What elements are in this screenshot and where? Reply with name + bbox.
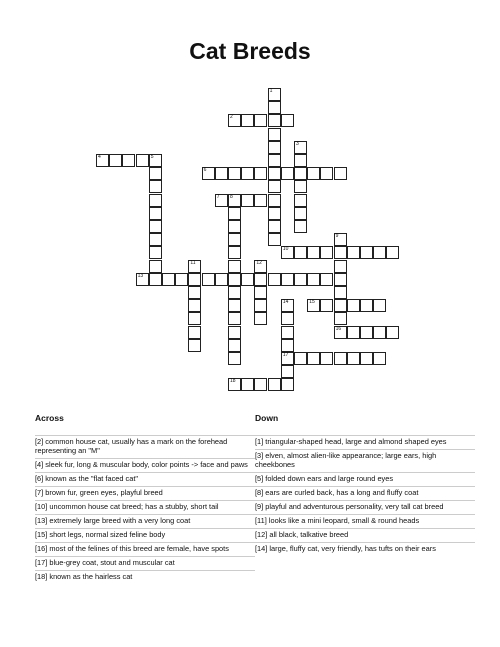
grid-cell[interactable]: [188, 260, 201, 273]
grid-cell[interactable]: [268, 128, 281, 141]
grid-cell[interactable]: [149, 180, 162, 193]
grid-cell[interactable]: [347, 299, 360, 312]
clue-item: [255, 449, 475, 472]
grid-cell[interactable]: [254, 286, 267, 299]
grid-cell[interactable]: [294, 194, 307, 207]
grid-clue-number: 12: [256, 259, 262, 266]
grid-clue-number: 4: [98, 154, 101, 160]
grid-cell[interactable]: [294, 180, 307, 193]
grid-clue-number: 10: [282, 246, 289, 253]
clue-item: [255, 528, 475, 542]
grid-cell[interactable]: [334, 312, 347, 325]
grid-cell[interactable]: [281, 365, 294, 378]
grid-cell[interactable]: [188, 339, 201, 352]
clue-number: [1]: [255, 437, 264, 446]
grid-cell[interactable]: [268, 141, 281, 154]
clue-text: short legs, normal sized feline body: [47, 530, 166, 539]
grid-clue-number: 3: [296, 140, 299, 147]
grid-cell[interactable]: [136, 154, 149, 167]
clue-item: [35, 528, 255, 542]
grid-cell[interactable]: [307, 352, 320, 365]
clue-text: known as the hairless cat: [47, 572, 133, 581]
grid-cell[interactable]: [254, 167, 267, 180]
grid-cell[interactable]: [241, 114, 254, 127]
grid-clue-number: 14: [282, 299, 289, 306]
grid-cell[interactable]: [228, 286, 241, 299]
clue-item: [35, 570, 255, 584]
grid-cell[interactable]: [241, 273, 254, 286]
clue-text: blue-grey coat, stout and muscular cat: [47, 558, 175, 567]
grid-cell[interactable]: [268, 180, 281, 193]
grid-cell[interactable]: [241, 167, 254, 180]
grid-cell[interactable]: [373, 299, 386, 312]
grid-cell[interactable]: [281, 273, 294, 286]
grid-cell[interactable]: [334, 273, 347, 286]
clue-item: [35, 472, 255, 486]
grid-cell[interactable]: [268, 88, 281, 101]
clue-text: sleek fur, long & muscular body, color points -> face and paws: [43, 460, 248, 469]
grid-cell[interactable]: [334, 246, 347, 259]
grid-cell[interactable]: [281, 352, 294, 365]
clue-text: ears are curled back, has a long and fluffy coat: [263, 488, 419, 497]
grid-cell[interactable]: [268, 273, 281, 286]
clue-number: [12]: [255, 530, 268, 539]
grid-cell[interactable]: [268, 101, 281, 114]
grid-cell[interactable]: [162, 273, 175, 286]
clue-text: brown fur, green eyes, playful breed: [43, 488, 163, 497]
grid-cell[interactable]: [149, 220, 162, 233]
clue-text: known as the "flat faced cat": [43, 474, 139, 483]
grid-cell[interactable]: [334, 167, 347, 180]
grid-cell[interactable]: [307, 167, 320, 180]
grid-cell[interactable]: [149, 154, 162, 167]
clue-item: [255, 486, 475, 500]
grid-cell[interactable]: [268, 207, 281, 220]
grid-cell[interactable]: [347, 326, 360, 339]
clue-item: [35, 435, 255, 458]
grid-cell[interactable]: [188, 286, 201, 299]
clue-text: most of the felines of this breed are female, have spots: [47, 544, 229, 553]
grid-clue-number: 13: [137, 272, 144, 279]
grid-cell[interactable]: [307, 273, 320, 286]
grid-cell[interactable]: [228, 167, 241, 180]
grid-cell[interactable]: [294, 352, 307, 365]
clue-text: all black, talkative breed: [267, 530, 349, 539]
clue-number: [5]: [255, 474, 264, 483]
grid-cell[interactable]: [294, 220, 307, 233]
grid-cell[interactable]: [281, 299, 294, 312]
clue-item: [255, 514, 475, 528]
clue-number: [13]: [35, 516, 48, 525]
grid-cell[interactable]: [149, 167, 162, 180]
grid-clue-number: 17: [282, 352, 289, 358]
grid-cell[interactable]: [149, 233, 162, 246]
clue-text: uncommon house cat breed; has a stubby, short tail: [47, 502, 219, 511]
grid-cell[interactable]: [254, 114, 267, 127]
grid-cell[interactable]: [268, 220, 281, 233]
clue-item: [35, 514, 255, 528]
grid-cell[interactable]: [281, 246, 294, 259]
grid-cell[interactable]: [373, 246, 386, 259]
grid-cell[interactable]: [175, 273, 188, 286]
grid-cell[interactable]: [96, 154, 109, 167]
grid-cell[interactable]: [241, 378, 254, 391]
grid-cell[interactable]: [215, 194, 228, 207]
grid-cell[interactable]: [334, 299, 347, 312]
grid-cell[interactable]: [228, 246, 241, 259]
grid-cell[interactable]: [254, 273, 267, 286]
grid-cell[interactable]: [294, 154, 307, 167]
grid-cell[interactable]: [241, 194, 254, 207]
grid-cell[interactable]: [386, 326, 399, 339]
grid-cell[interactable]: [347, 246, 360, 259]
grid-cell[interactable]: [228, 378, 241, 391]
grid-cell[interactable]: [320, 246, 333, 259]
grid-cell[interactable]: [373, 326, 386, 339]
grid-cell[interactable]: [228, 114, 241, 127]
grid-cell[interactable]: [281, 378, 294, 391]
grid-cell[interactable]: [281, 326, 294, 339]
clue-item: [255, 542, 475, 556]
clue-number: [15]: [35, 530, 48, 539]
grid-cell[interactable]: [268, 233, 281, 246]
grid-clue-number: 1: [269, 88, 273, 94]
clue-text: elven, almost alien-like appearance; large ears, high cheekbones: [255, 451, 437, 469]
grid-clue-number: 16: [335, 325, 342, 332]
grid-cell[interactable]: [202, 273, 215, 286]
grid-cell[interactable]: [307, 299, 320, 312]
grid-cell[interactable]: [281, 339, 294, 352]
grid-cell[interactable]: [360, 299, 373, 312]
clue-item: [35, 542, 255, 556]
grid-clue-number: 6: [203, 167, 207, 174]
clue-number: [4]: [35, 460, 44, 469]
grid-cell[interactable]: [294, 141, 307, 154]
grid-cell[interactable]: [228, 220, 241, 233]
clue-number: [9]: [255, 502, 264, 511]
clue-text: common house cat, usually has a mark on the forehead representing an "M": [35, 437, 228, 455]
clue-item: [255, 435, 475, 449]
grid-cell[interactable]: [228, 299, 241, 312]
grid-cell[interactable]: [347, 352, 360, 365]
clue-text: extremely large breed with a very long coat: [47, 516, 191, 525]
grid-cell[interactable]: [188, 312, 201, 325]
grid-cell[interactable]: [149, 194, 162, 207]
grid-cell[interactable]: [228, 352, 241, 365]
grid-cell[interactable]: [294, 273, 307, 286]
grid-cell[interactable]: [373, 352, 386, 365]
grid-cell[interactable]: [281, 114, 294, 127]
grid-cell[interactable]: [268, 114, 281, 127]
grid-cell[interactable]: [320, 167, 333, 180]
grid-cell[interactable]: [215, 167, 228, 180]
grid-clue-number: 18: [230, 378, 236, 385]
grid-clue-number: 2: [230, 114, 233, 121]
grid-cell[interactable]: [254, 378, 267, 391]
across-heading: Across: [35, 413, 64, 423]
grid-cell[interactable]: [149, 273, 162, 286]
grid-clue-number: 11: [190, 259, 196, 266]
grid-cell[interactable]: [360, 352, 373, 365]
grid-cell[interactable]: [334, 286, 347, 299]
grid-cell[interactable]: [268, 154, 281, 167]
clue-number: [7]: [35, 488, 44, 497]
grid-clue-number: 9: [335, 233, 339, 240]
grid-cell[interactable]: [122, 154, 135, 167]
grid-clue-number: 5: [150, 154, 154, 160]
grid-cell[interactable]: [334, 352, 347, 365]
grid-cell[interactable]: [149, 207, 162, 220]
grid-cell[interactable]: [228, 233, 241, 246]
grid-cell[interactable]: [228, 339, 241, 352]
grid-cell[interactable]: [202, 167, 215, 180]
grid-cell[interactable]: [254, 260, 267, 273]
grid-cell[interactable]: [254, 299, 267, 312]
grid-cell[interactable]: [281, 167, 294, 180]
clue-text: folded down ears and large round eyes: [263, 474, 394, 483]
clue-number: [10]: [35, 502, 48, 511]
grid-cell[interactable]: [360, 246, 373, 259]
grid-cell[interactable]: [228, 207, 241, 220]
clue-number: [6]: [35, 474, 44, 483]
grid-cell[interactable]: [320, 352, 333, 365]
grid-cell[interactable]: [136, 273, 149, 286]
grid-cell[interactable]: [334, 260, 347, 273]
grid-cell[interactable]: [109, 154, 122, 167]
clue-number: [3]: [255, 451, 264, 460]
grid-cell[interactable]: [149, 260, 162, 273]
clue-number: [2]: [35, 437, 44, 446]
grid-cell[interactable]: [334, 326, 347, 339]
clue-item: [255, 472, 475, 486]
clue-number: [8]: [255, 488, 264, 497]
grid-cell[interactable]: [268, 167, 281, 180]
clue-text: playful and adventurous personality, very tall cat breed: [263, 502, 444, 511]
across-clues: [35, 413, 255, 584]
grid-cell[interactable]: [268, 194, 281, 207]
clue-number: [14]: [255, 544, 268, 553]
grid-cell[interactable]: [294, 207, 307, 220]
grid-cell[interactable]: [386, 246, 399, 259]
clue-item: [35, 500, 255, 514]
down-heading: Down: [255, 413, 279, 423]
clue-item: [35, 556, 255, 570]
grid-cell[interactable]: [228, 194, 241, 207]
clue-text: large, fluffy cat, very friendly, has tufts on their ears: [267, 544, 436, 553]
grid-cell[interactable]: [294, 246, 307, 259]
down-clues: [255, 413, 475, 556]
clue-number: [16]: [35, 544, 48, 553]
grid-cell[interactable]: [188, 273, 201, 286]
clue-text: looks like a mini leopard, small & round heads: [266, 516, 420, 525]
grid-cell[interactable]: [294, 167, 307, 180]
grid-cell[interactable]: [254, 194, 267, 207]
grid-clue-number: 15: [309, 299, 315, 306]
page-title: Cat Breeds: [189, 38, 311, 64]
grid-cell[interactable]: [334, 233, 347, 246]
clue-number: [11]: [255, 516, 267, 525]
grid-cell[interactable]: [228, 273, 241, 286]
grid-cell[interactable]: [360, 326, 373, 339]
clue-number: [18]: [35, 572, 48, 581]
grid-cell[interactable]: [228, 260, 241, 273]
clue-item: [255, 500, 475, 514]
clue-text: triangular-shaped head, large and almond shaped eyes: [263, 437, 447, 446]
grid-cell[interactable]: [307, 246, 320, 259]
grid-cell[interactable]: [281, 312, 294, 325]
grid-cell[interactable]: [228, 312, 241, 325]
grid-cell[interactable]: [215, 273, 228, 286]
grid-cell[interactable]: [188, 299, 201, 312]
grid-cell[interactable]: [268, 378, 281, 391]
clue-item: [35, 458, 255, 472]
clue-item: [35, 486, 255, 500]
grid-cell[interactable]: [320, 273, 333, 286]
grid-cell[interactable]: [228, 326, 241, 339]
clue-number: [17]: [35, 558, 48, 567]
grid-clue-number: 7: [216, 193, 220, 200]
grid-cell[interactable]: [149, 246, 162, 259]
grid-clue-number: 8: [230, 193, 233, 200]
grid-cell[interactable]: [320, 299, 333, 312]
grid-cell[interactable]: [254, 312, 267, 325]
grid-cell[interactable]: [188, 326, 201, 339]
